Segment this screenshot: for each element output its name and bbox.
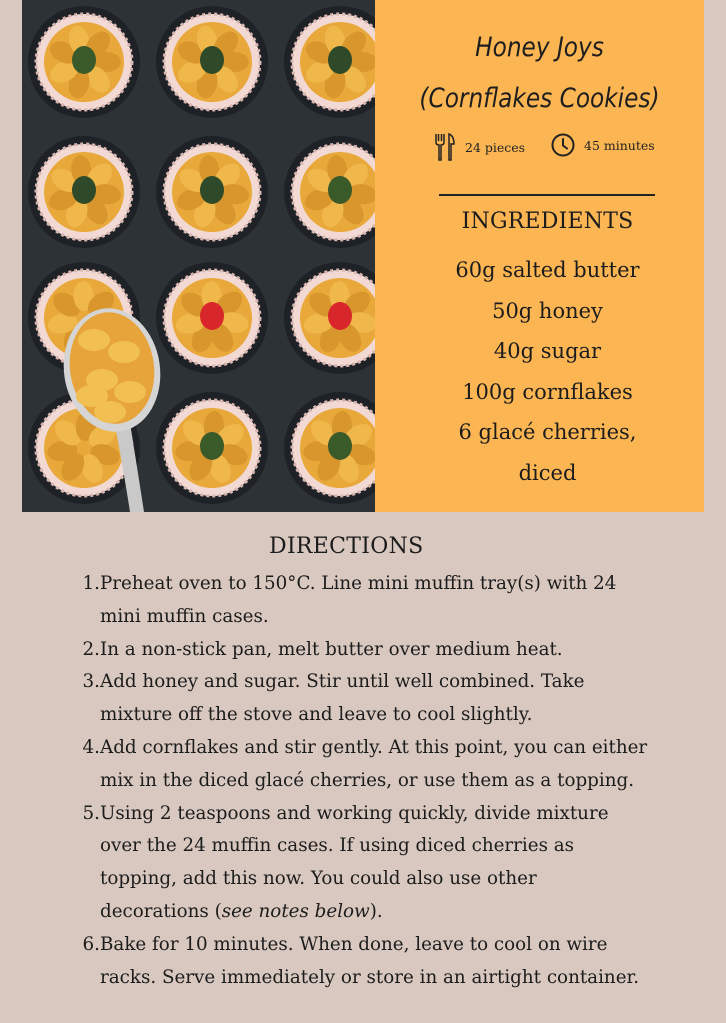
direction-step — [80, 929, 670, 995]
step-line: Preheat oven to 150°C. Line mini muffin tray(s) with 24 — [100, 573, 617, 594]
step-line: mix in the diced glacé cherries, or use them as a topping. — [100, 769, 635, 791]
step-number: 3. — [82, 671, 100, 693]
cornflake — [76, 385, 108, 407]
direction-step — [80, 634, 670, 667]
ingredient-item: 40g sugar — [493, 339, 602, 363]
step-number: 5. — [82, 802, 100, 824]
time-text: 45 minutes — [584, 137, 655, 153]
glace-cherry — [328, 302, 352, 330]
cookies-photo — [22, 0, 375, 512]
step-line: mini muffin cases. — [100, 605, 269, 627]
step-line: Add honey and sugar. Stir until well combined. Take — [100, 671, 585, 693]
glace-cherry — [72, 176, 96, 204]
step-number: 4. — [82, 736, 100, 758]
step-text — [100, 568, 616, 634]
cookies-photo-drawing — [22, 0, 375, 512]
step-line: Bake for 10 minutes. When done, leave to cool on wire — [100, 933, 608, 955]
ingredients-list — [375, 250, 720, 493]
time-info — [550, 132, 655, 158]
step-text — [100, 666, 584, 732]
step-line: mixture off the stove and leave to cool slightly. — [100, 704, 533, 726]
cornflake — [108, 341, 140, 363]
step-line: Using 2 teaspoons and working quickly, divide mixture — [100, 802, 609, 824]
glace-cherry — [328, 432, 352, 460]
recipe-info-panel — [375, 0, 704, 512]
step-number: 6. — [82, 933, 100, 955]
servings-text: 24 pieces — [465, 139, 526, 155]
recipe-title — [398, 22, 681, 124]
step-line: Add cornflakes and stir gently. At this point, you can either — [100, 736, 648, 758]
directions-list — [80, 568, 670, 994]
step-number: 2. — [82, 638, 100, 660]
direction-step — [80, 732, 670, 798]
ingredients-heading: INGREDIENTS — [461, 209, 634, 234]
direction-step — [80, 666, 670, 732]
glace-cherry — [200, 176, 224, 204]
step-line: racks. Serve immediately or store in an airtight container. — [100, 966, 640, 988]
step-text — [100, 798, 609, 929]
step-line: In a non-stick pan, melt butter over medium heat. — [100, 638, 563, 660]
clock-icon — [550, 132, 576, 158]
ingredient-item: 6 glacé cherries, — [458, 420, 637, 444]
step-line — [100, 901, 383, 922]
step-number: 1. — [82, 573, 100, 594]
glace-cherry — [200, 46, 224, 74]
recipe-title-line1: Honey Joys — [475, 32, 604, 63]
cornflake — [78, 329, 110, 351]
direction-step — [80, 798, 670, 929]
glace-cherry — [72, 46, 96, 74]
direction-step — [80, 568, 670, 634]
cornflake — [114, 381, 146, 403]
step-text-segment: decorations ( — [100, 900, 222, 922]
divider-line — [439, 194, 655, 196]
directions-heading: DIRECTIONS — [269, 534, 424, 559]
glace-cherry — [200, 302, 224, 330]
ingredient-item: 60g salted butter — [455, 258, 640, 282]
cutlery-icon — [433, 132, 457, 162]
servings-info — [433, 132, 525, 162]
step-text — [100, 634, 563, 667]
step-line: over the 24 muffin cases. If using diced cherries as — [100, 835, 575, 857]
step-text-segment: ). — [369, 900, 383, 922]
recipe-title-line2: (Cornflakes Cookies) — [419, 83, 660, 114]
ingredient-item: diced — [518, 460, 577, 485]
glace-cherry — [328, 176, 352, 204]
notes-reference: see notes below — [221, 900, 370, 922]
step-text — [100, 929, 639, 995]
ingredient-item: 100g cornflakes — [462, 379, 633, 404]
glace-cherry — [328, 46, 352, 74]
glace-cherry — [200, 432, 224, 460]
ingredient-item: 50g honey — [492, 298, 603, 323]
step-text — [100, 732, 647, 798]
step-line: topping, add this now. You could also use other — [100, 868, 537, 890]
